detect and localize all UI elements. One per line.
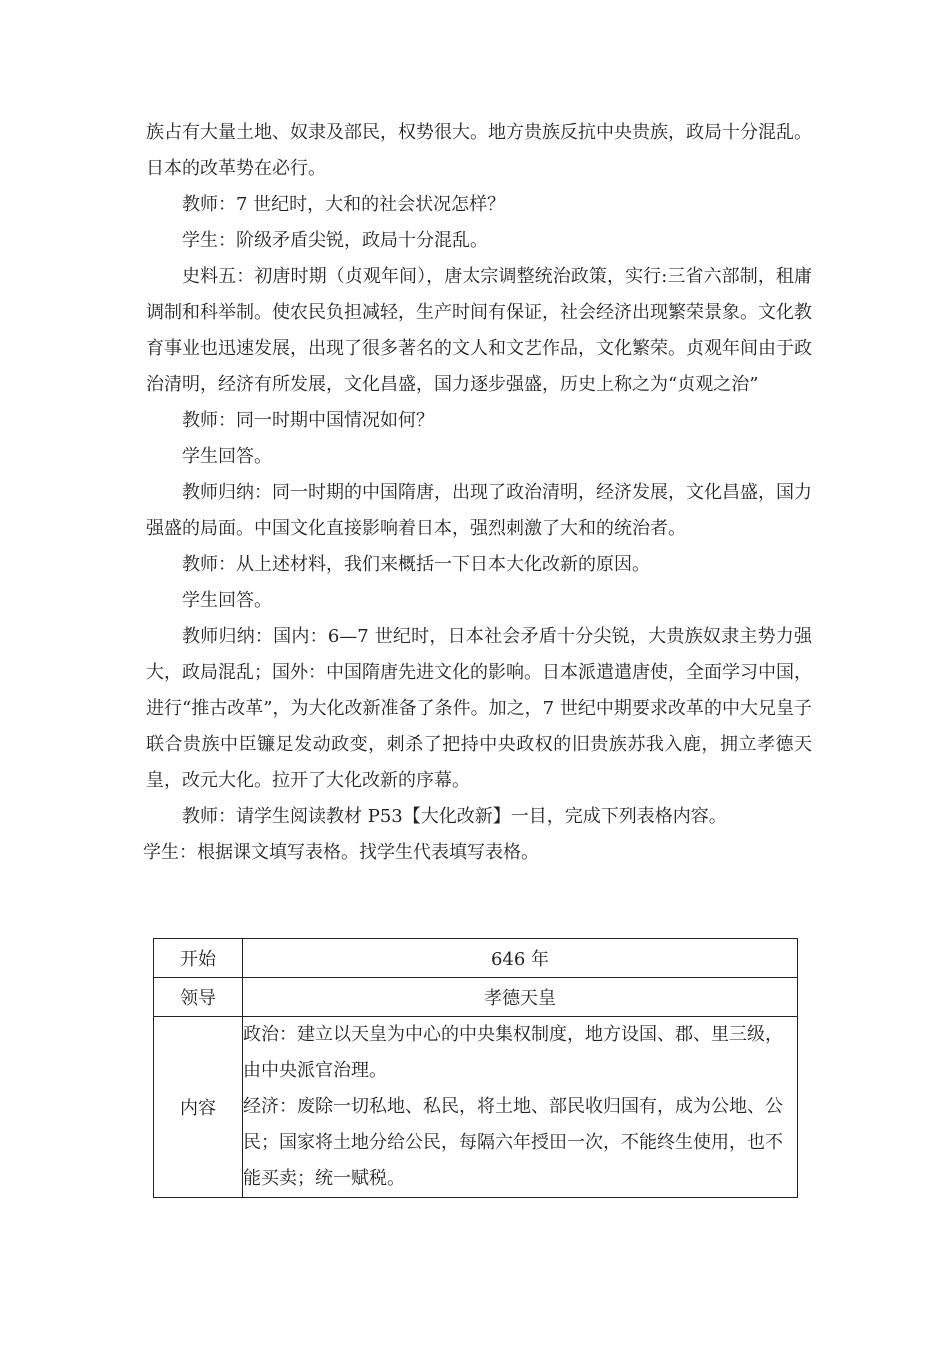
content-politics: 政治：建立以天皇为中心的中央集权制度，地方设国、郡、里三级，由中央派官治理。 bbox=[243, 1024, 783, 1081]
student-answer-society: 学生：阶级矛盾尖锐，政局十分混乱。 bbox=[182, 230, 488, 251]
student-answer-2: 学生回答。 bbox=[182, 590, 272, 611]
source-material-five: 史料五：初唐时期（贞观年间），唐太宗调整统治政策，实行:三省六部制，租庸调制和科举制。使农民负担减轻，生产时间有保证，社会经济出现繁荣景象。文化教育事业也迅速发展，出现了很多著名的文人和文艺作品，文化繁荣。贞观年间由于政治清明，经济有所发展，文化昌盛，国力逐步强盛，历史上称之为“贞观之治” bbox=[146, 266, 812, 395]
student-fill-table: 学生：根据课文填写表格。找学生代表填写表格。 bbox=[143, 842, 539, 863]
row-value-start: 646 年 bbox=[243, 939, 798, 978]
row-value-content bbox=[243, 1017, 798, 1198]
table-row bbox=[154, 1017, 798, 1198]
teacher-summary-china: 教师归纳：同一时期的中国隋唐，出现了政治清明，经济发展，文化昌盛，国力强盛的局面。中国文化直接影响着日本，强烈刺激了大和的统治者。 bbox=[146, 482, 812, 539]
content-economy: 经济：废除一切私地、私民，将土地、部民收归国有，成为公地、公民；国家将土地分给公民，每隔六年授田一次，不能终生使用，也不能买卖；统一赋税。 bbox=[243, 1096, 783, 1189]
teacher-instruction-table: 教师：请学生阅读教材 P53【大化改新】一目，完成下列表格内容。 bbox=[182, 806, 727, 827]
reform-table bbox=[153, 938, 798, 1198]
teacher-question-china: 教师：同一时期中国情况如何？ bbox=[182, 410, 434, 431]
paragraph-continuation: 族占有大量土地、奴隶及部民，权势很大。地方贵族反抗中央贵族，政局十分混乱。日本的改革势在必行。 bbox=[146, 122, 812, 179]
row-label-start: 开始 bbox=[154, 939, 243, 978]
teacher-summary-causes: 教师归纳：国内：6—7 世纪时，日本社会矛盾十分尖锐，大贵族奴隶主势力强大，政局混乱；国外：中国隋唐先进文化的影响。日本派遣遣唐使，全面学习中国，进行“推古改革”，为大化改新准备了条件。加之，7 世纪中期要求改革的中大兄皇子联合贵族中臣镰足发动政变，刺杀了把持中央政权的旧贵族苏我入鹿，拥立孝德天皇，改元大化。拉开了大化改新的序幕。 bbox=[146, 626, 812, 791]
row-label-content: 内容 bbox=[154, 1017, 243, 1198]
body-text bbox=[143, 115, 812, 871]
row-value-leader: 孝德天皇 bbox=[243, 978, 798, 1017]
teacher-question-causes: 教师：从上述材料，我们来概括一下日本大化改新的原因。 bbox=[182, 554, 650, 575]
teacher-question-society: 教师：7 世纪时，大和的社会状况怎样？ bbox=[182, 194, 506, 215]
table-row bbox=[154, 978, 798, 1017]
table-row bbox=[154, 939, 798, 978]
row-label-leader: 领导 bbox=[154, 978, 243, 1017]
student-answer-1: 学生回答。 bbox=[182, 446, 272, 467]
